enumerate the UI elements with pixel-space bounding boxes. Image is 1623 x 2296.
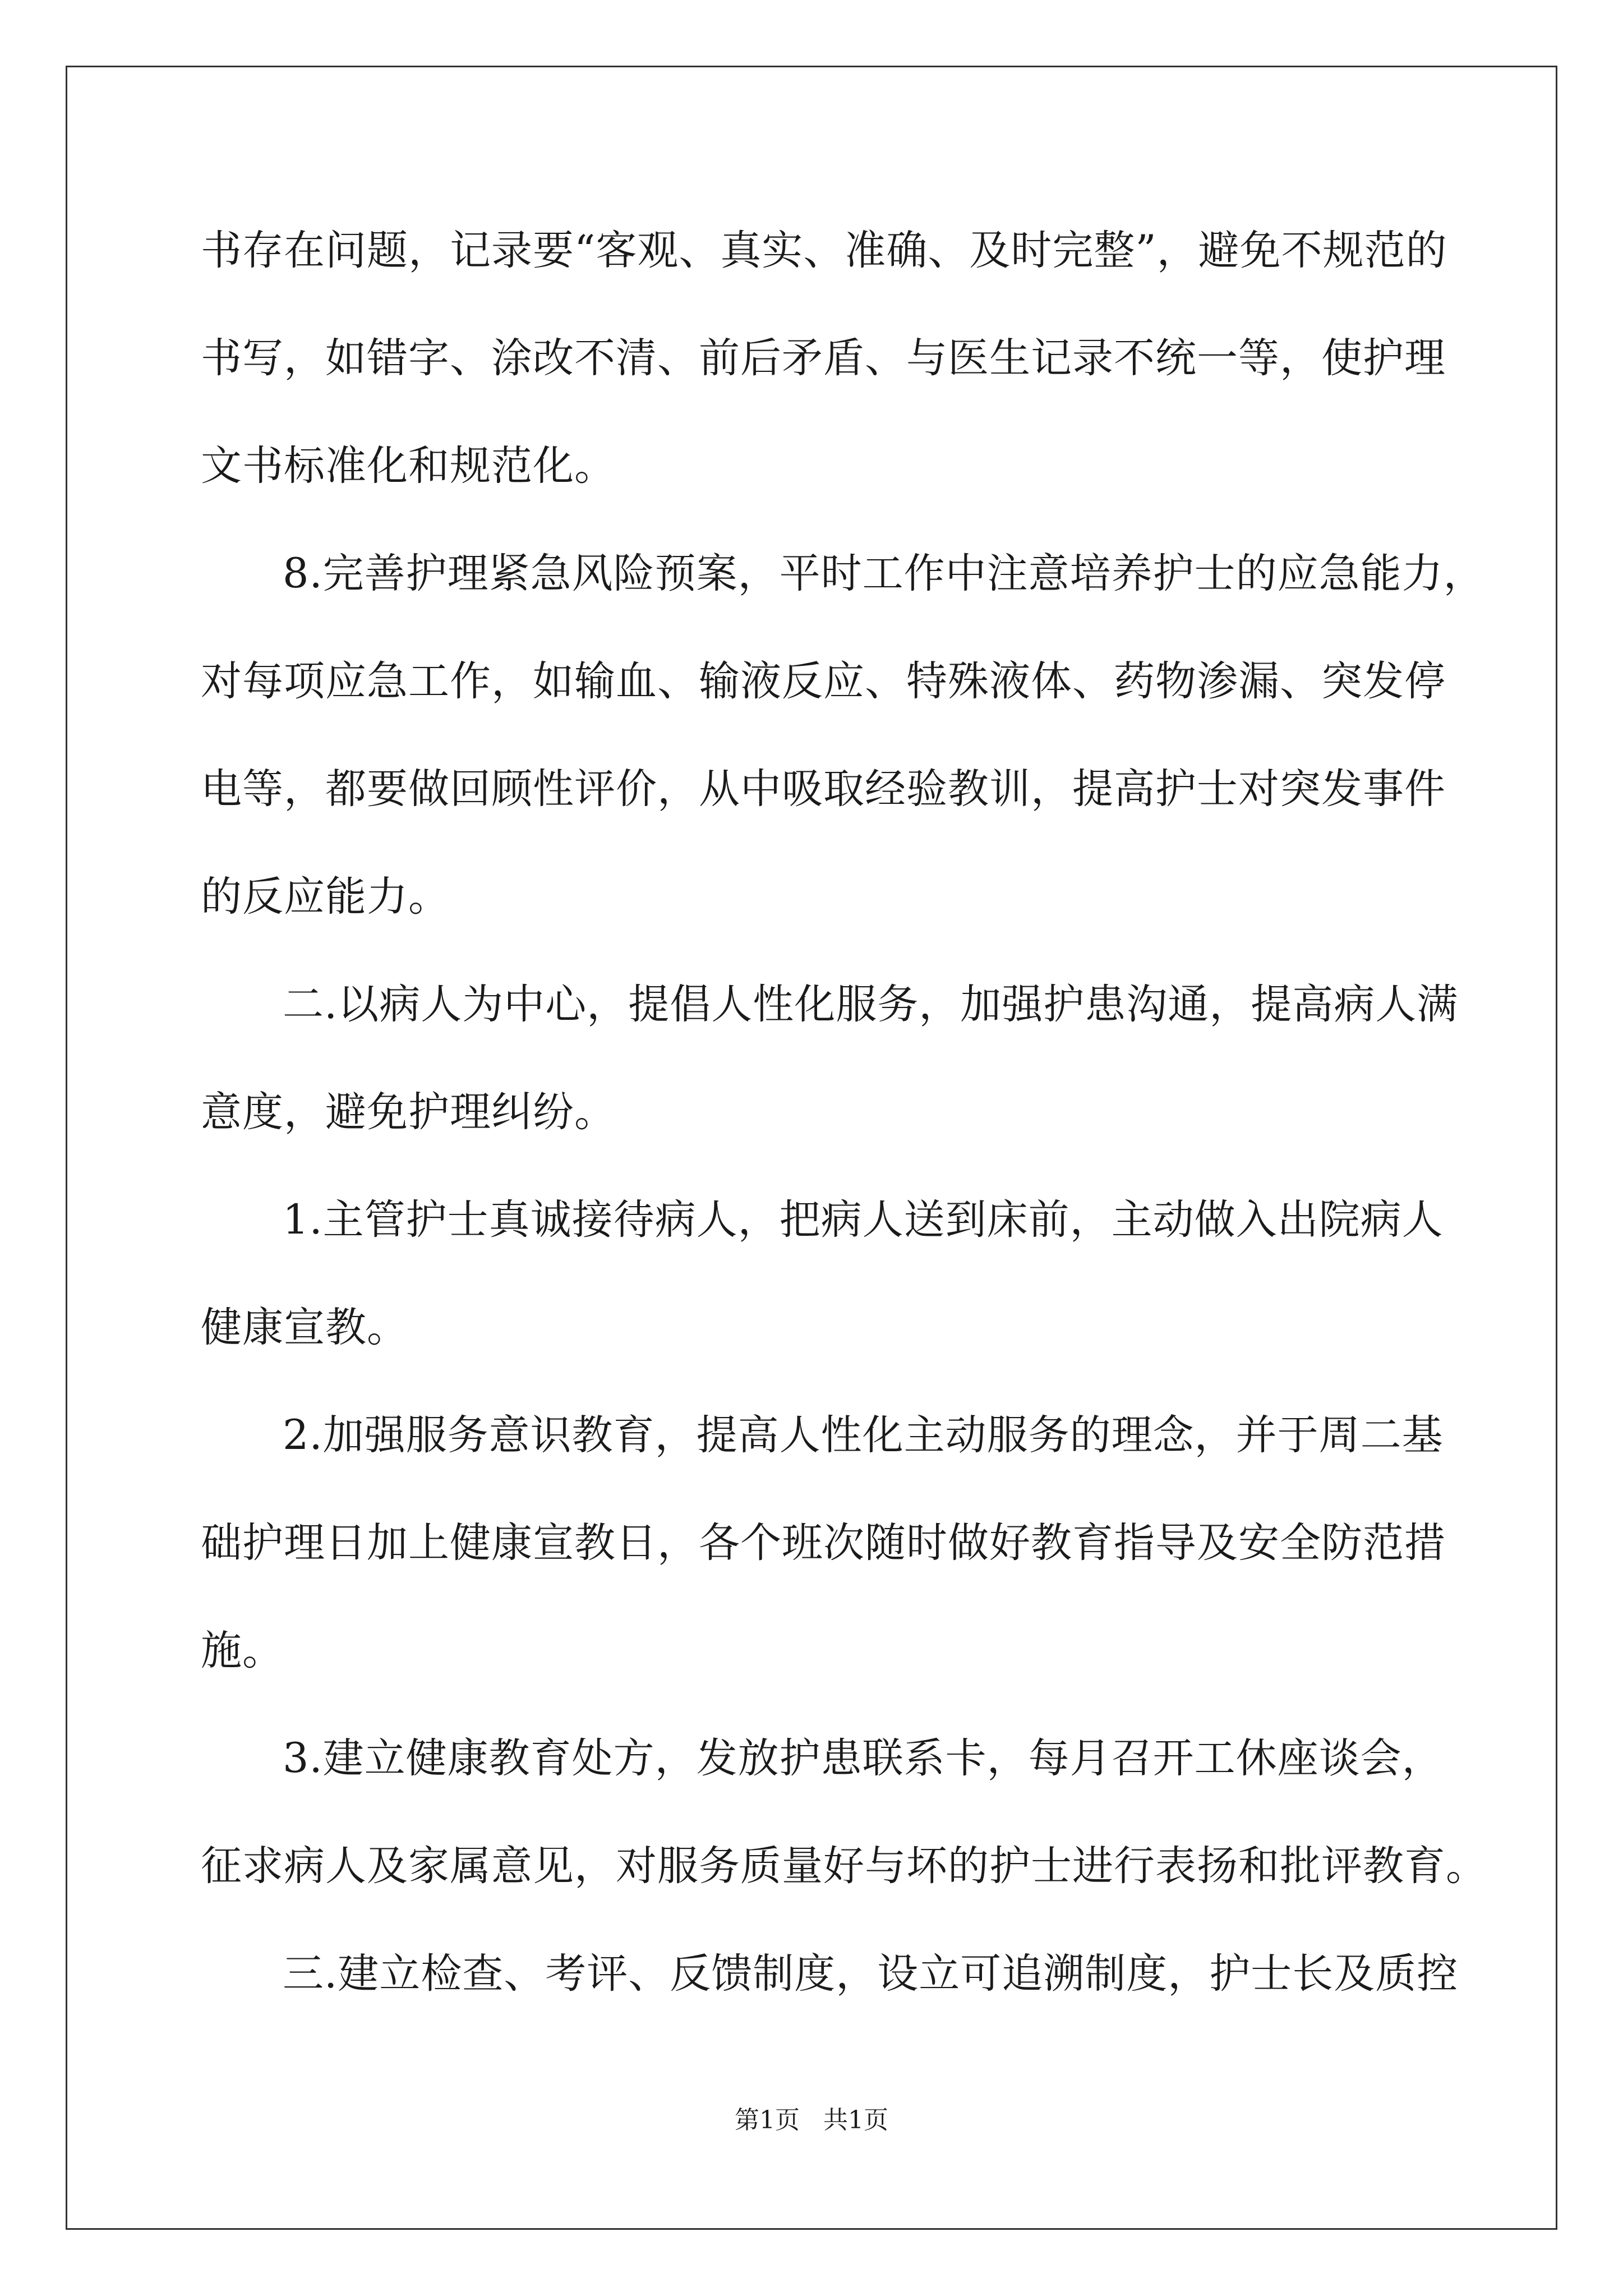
text-line: 三.建立检查、考评、反馈制度，设立可追溯制度，护士长及质控 (283, 1950, 1459, 1998)
text-line: 对每项应急工作，如输血、输液反应、特殊液体、药物渗漏、突发停 (201, 657, 1446, 705)
text-line: 征求病人及家属意见，对服务质量好与坏的护士进行表扬和批评教育。 (201, 1842, 1487, 1890)
text-line: 意度，避免护理纠纷。 (201, 1088, 616, 1136)
text-line: 健康宣教。 (201, 1304, 408, 1351)
page-footer (0, 2106, 1623, 2134)
page-border (66, 66, 1557, 2230)
text-line: 础护理日加上健康宣教日，各个班次随时做好教育指导及安全防范措 (201, 1519, 1446, 1567)
text-line: 二.以病人为中心，提倡人性化服务，加强护患沟通，提高病人满 (283, 981, 1459, 1028)
text-line: 1.主管护士真诚接待病人，把病人送到床前，主动做入出院病人 (283, 1196, 1444, 1244)
text-line: 书写，如错字、涂改不清、前后矛盾、与医生记录不统一等，使护理 (201, 334, 1446, 382)
text-line: 3.建立健康教育处方，发放护患联系卡，每月召开工休座谈会， (283, 1734, 1444, 1782)
text-line: 书存在问题，记录要“客观、真实、准确、及时完整”，避免不规范的 (201, 227, 1447, 274)
text-line: 8.完善护理紧急风险预案，平时工作中注意培养护士的应急能力， (283, 550, 1485, 597)
text-line: 电等，都要做回顾性评价，从中吸取经验教训，提高护士对突发事件 (201, 765, 1446, 813)
page-total: 共1页 (823, 2106, 888, 2134)
text-line: 的反应能力。 (201, 873, 450, 921)
page-number: 第1页 (735, 2106, 800, 2134)
text-line: 施。 (201, 1627, 284, 1674)
text-line: 文书标准化和规范化。 (201, 442, 616, 490)
text-line: 2.加强服务意识教育，提高人性化主动服务的理念，并于周二基 (283, 1411, 1444, 1459)
